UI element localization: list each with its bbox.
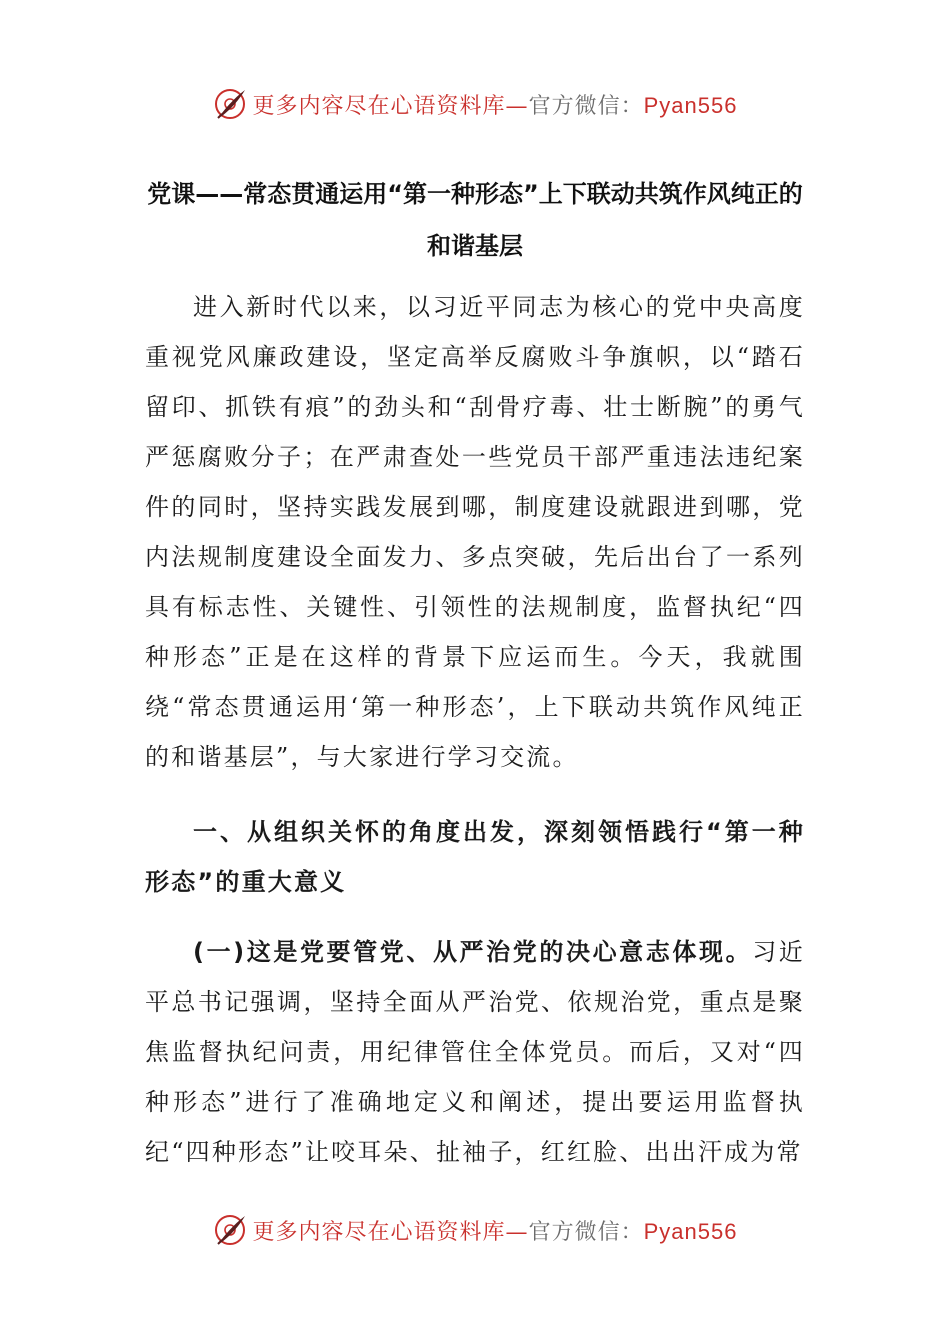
subsection-text: 习近平总书记强调，坚持全面从严治党、依规治党，重点是聚焦监督执纪问责，用纪律管住全体党员。而后，又对“四种形态”进行了准确地定义和阐述，提出要运用监督执纪“四种形态”让咬耳朵、扯袖子，红红脸、出出汗成为常: [145, 938, 805, 1166]
header-banner-text: 更多内容尽在心语资料库—官方微信：Pyan556: [252, 92, 738, 119]
subsection-paragraph: [145, 927, 805, 1177]
footer-banner: [0, 1210, 950, 1250]
header-banner: [0, 84, 950, 124]
document-title: 党课——常态贯通运用“第一种形态”上下联动共筑作风纯正的和谐基层: [147, 180, 803, 260]
quill-pen-logo-icon: [213, 87, 247, 121]
section-heading: 一、从组织关怀的角度出发，深刻领悟践行“第一种形态”的重大意义: [145, 818, 805, 896]
intro-paragraph: 进入新时代以来，以习近平同志为核心的党中央高度重视党风廉政建设，坚定高举反腐败斗争旗帜，以“踏石留印、抓铁有痕”的劲头和“刮骨疗毒、壮士断腕”的勇气严惩腐败分子；在严肃查处一些党员干部严重违法违纪案件的同时，坚持实践发展到哪，制度建设就跟进到哪，党内法规制度建设全面发力、多点突破，先后出台了一系列具有标志性、关键性、引领性的法规制度，监督执纪“四种形态”正是在这样的背景下应运而生。今天，我就围绕“常态贯通运用‘第一种形态’，上下联动共筑作风纯正的和谐基层”，与大家进行学习交流。: [145, 293, 805, 771]
quill-pen-logo-icon: [213, 1213, 247, 1247]
document-body: [145, 282, 805, 1177]
subsection-lead: (一)这是党要管党、从严治党的决心意志体现。: [193, 938, 753, 966]
footer-banner-text: 更多内容尽在心语资料库—官方微信：Pyan556: [252, 1218, 738, 1245]
